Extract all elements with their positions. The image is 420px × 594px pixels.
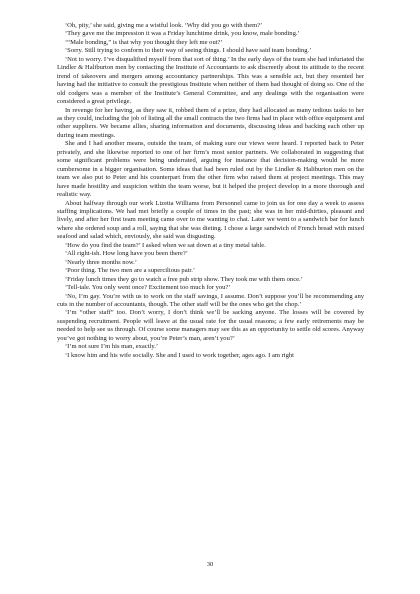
paragraph: In revenge for her having, as they saw it, robbed them of a prize, they had allocated as many tedious tasks to her as they could, including the job of listing all the small contracts the two firms had in place with office equipment and other suppliers. We became allies, sharing information and documents, discussing ideas and backing each other up during team meetings. bbox=[57, 106, 364, 139]
paragraph: ‘All right-ish. How long have you been there?’ bbox=[65, 250, 188, 258]
paragraph: ‘I know him and his wife socially. She and I used to work together, ages ago. I am right bbox=[65, 351, 294, 359]
paragraph: ‘They gave me the impression it was a Friday lunchtime drink, you know, male bonding.’ bbox=[65, 30, 300, 38]
paragraph: ‘Sorry. Still trying to conform to their way of seeing things. I should have said team bonding.’ bbox=[65, 47, 312, 55]
paragraph: ‘Oh, pity,’ she said, giving me a wistful look. ‘Why did you go with them?’ bbox=[65, 22, 263, 29]
paragraph: ‘No, I’m gay. You’re with us to work on the staff savings, I assume. Don’t suppose you’ll be recommending any cuts in the number of accountants, though. The other staff will be the ones who get the chop.’ bbox=[57, 292, 364, 308]
page-number: 30 bbox=[206, 561, 214, 568]
paragraph: ‘Nearly three months now.’ bbox=[65, 258, 137, 266]
paragraph: ‘Tell-tale. You only went once? Excitement too much for you?’ bbox=[65, 284, 231, 292]
paragraph: She and I had another means, outside the team, of making sure our views were heard. I reported back to Peter privately, and she likewise reported to one of her firm’s most senior partners. We collaborated in suggesting that some significant problems were being underrated, arguing for instance that decision-making would be more cumbersome in a bigger organisation. Some ideas that had been ruled out by the Lindler & Haliburton men on the team we also put to Peter and his counterpart from the other firm who raised them at project meetings. This may have made hostility and suspicion within the team worse, but it helped the project develop in a more thorough and realistic way. bbox=[57, 140, 364, 199]
paragraph: ‘Not to worry. I’ve disqualified myself from that sort of thing.’ In the early days of the team she had infuriated the Lindler & Haliburton men by contacting the Institute of Accountants to ask discreetly about its attitude to the recent trend of takeovers and mergers among accountancy partnerships. This was a sensible act, but they resented her having had the initiative to consult the prestigious Institute when neither of them had thought of doing so. One of the old codgers was a member of the Institute’s General Committee, and any dealings with the organisation were considered a great privilege. bbox=[57, 55, 364, 106]
paragraph: ‘Friday lunch times they go to watch a free pub strip show. They took me with them once.’ bbox=[65, 275, 303, 283]
paragraph: ‘How do you find the team?’ I asked when we sat down at a tiny metal table. bbox=[65, 241, 266, 249]
paragraph: ‘“Male bonding,” is that why you thought they left me out?’ bbox=[65, 38, 223, 46]
body-text bbox=[57, 22, 364, 360]
paragraph: ‘I’m not sure I’m his man, exactly.’ bbox=[65, 343, 159, 351]
paragraph: About halfway through our work Lizetta Williams from Personnel came to join us for one day a week to assess staffing implications. We had met briefly a couple of times in the past; she was in her mid-thirties, pleasant and lively, and after her first team meeting came over to me wanting to chat. Later we went to a sandwich bar for lunch where she ordered soup and a roll, saying that she was dieting. I chose a large sandwich of French bread with mixed seafood and salad which, enviously, she said was disgusting. bbox=[57, 199, 364, 241]
paragraph: ‘I’m “other staff” too. Don’t worry, I don’t think we’ll be sacking anyone. The losses will be covered by suspending recruitment. People will leave at the usual rate for the usual reasons; a few early retirements may be needed to help see us through. Of course some managers may see this as an opportunity to settle old scores. Anyway you’ve got nothing to worry about, you’re Peter’s man, aren’t you?’ bbox=[57, 309, 364, 342]
paragraph: ‘Poor thing. The two men are a supercilious pair.’ bbox=[65, 267, 196, 275]
